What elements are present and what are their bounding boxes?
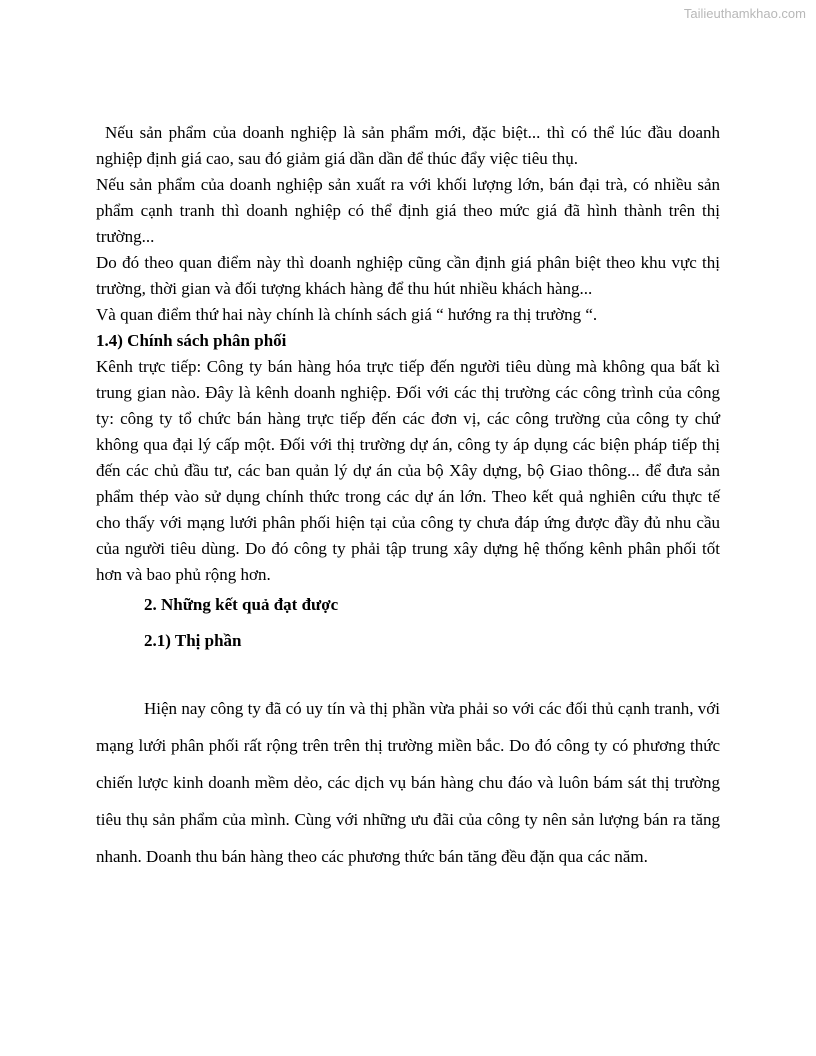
- paragraph-new-product-pricing: Nếu sản phẩm của doanh nghiệp là sản phẩm mới, đặc biệt... thì có thể lúc đầu doanh nghiệp định giá cao, sau đó giảm giá dần dần để thúc đẩy việc tiêu thụ.: [96, 123, 720, 168]
- paragraph-market-oriented-pricing: Và quan điểm thứ hai này chính là chính sách giá “ hướng ra thị trường “.: [96, 305, 598, 324]
- paragraph-distribution-policy: Kênh trực tiếp: Công ty bán hàng hóa trực tiếp đến người tiêu dùng mà không qua bất kì trung gian nào. Đây là kênh doanh nghiệp. Đối với các thị trường các công trình của công ty: công ty tổ chức bán hàng trực tiếp đến các đơn vị, các công trường của công ty chứ không qua đại lý cấp một. Đối với thị trường dự án, công ty áp dụng các biện pháp tiếp thị đến các chủ đầu tư, các ban quản lý dự án của bộ Xây dựng, bộ Giao thông... để đưa sản phẩm thép vào sử dụng chính thức trong các dự án lớn. Theo kết quả nghiên cứu thực tế cho thấy với mạng lưới phân phối hiện tại của công ty chưa đáp ứng được đầy đủ nhu cầu của người tiêu dùng. Do đó công ty phải tập trung xây dựng hệ thống kênh phân phối tốt hơn và bao phủ rộng hơn.: [96, 357, 720, 584]
- paragraph-differentiated-pricing: Do đó theo quan điểm này thì doanh nghiệp cũng cần định giá phân biệt theo khu vực thị trường, thời gian và đối tượng khách hàng để thu hút nhiều khách hàng...: [96, 253, 720, 298]
- heading-distribution-policy: 1.4) Chính sách phân phối: [96, 331, 287, 350]
- document-body: [96, 120, 720, 875]
- watermark: Tailieuthamkhao.com: [683, 6, 806, 21]
- paragraph-mass-product-pricing: Nếu sản phẩm của doanh nghiệp sản xuất ra với khối lượng lớn, bán đại trà, có nhiều sản phẩm cạnh tranh thì doanh nghiệp có thể định giá theo mức giá đã hình thành trên thị trường...: [96, 175, 720, 246]
- heading-achievements: 2. Những kết quả đạt được: [144, 595, 339, 614]
- paragraph-market-share: Hiện nay công ty đã có uy tín và thị phần vừa phải so với các đối thủ cạnh tranh, với mạng lưới phân phối rất rộng trên trên thị trường miền bắc. Do đó công ty có phương thức chiến lược kinh doanh mềm dẻo, các dịch vụ bán hàng chu đáo và luôn bám sát thị trường tiêu thụ sản phẩm của mình. Cùng với những ưu đãi của công ty nên sản lượng bán ra tăng nhanh. Doanh thu bán hàng theo các phương thức bán tăng đều đặn qua các năm.: [96, 699, 720, 866]
- heading-market-share: 2.1) Thị phần: [144, 631, 242, 650]
- section-pricing-continued: [96, 120, 720, 588]
- section-market-share: [96, 690, 720, 875]
